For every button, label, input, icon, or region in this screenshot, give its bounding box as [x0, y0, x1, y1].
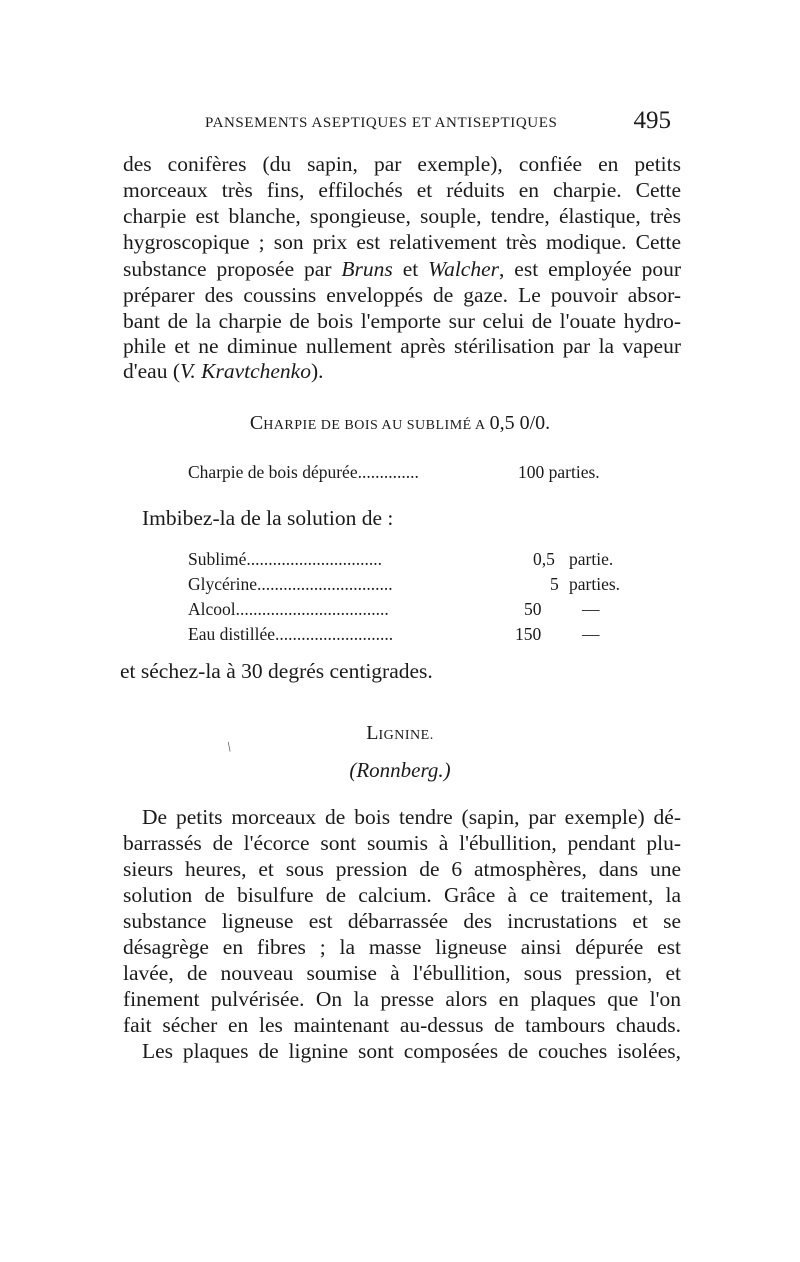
ingredient-number: 5 [550, 574, 559, 594]
heading-value: 0,5 0/0. [489, 412, 551, 434]
text-fragment: , est employée pour [499, 257, 682, 281]
ingredient-number: 0,5 [533, 549, 555, 569]
ingredient-name: Eau distillée........................... [188, 624, 394, 644]
running-header [205, 107, 671, 137]
ingredient-name: Charpie de bois dépurée.............. [188, 462, 419, 482]
instruction-line: Imbibez-la de la solution de : [142, 506, 394, 530]
recipe-row [188, 574, 628, 598]
ingredient-name: Glycérine............................... [188, 574, 393, 594]
recipe-row [188, 549, 628, 573]
ingredient-quantity: 100 parties. [518, 462, 600, 482]
text-line [123, 256, 681, 282]
recipe-row [188, 624, 628, 648]
heading-smallcaps: HARPIE DE BOIS AU SUBLIMÉ A [263, 418, 486, 433]
heading-initial: L [366, 722, 379, 744]
text-fragment: d'eau ( [123, 359, 180, 383]
text-line: substance ligneuse est débarrassée des incrustations et se [123, 909, 681, 933]
text-line: lavée, de nouveau soumise à l'ébullition, sous pression, et [123, 961, 681, 985]
text-line: désagrège en fibres ; la masse ligneuse ainsi dépurée est [123, 935, 681, 959]
page-number: 495 [633, 107, 671, 134]
author-name: Bruns [341, 257, 393, 281]
section-author: (Ronnberg.) [349, 758, 451, 782]
ingredient-unit: — [582, 599, 600, 619]
heading-smallcaps: IGNINE. [378, 728, 434, 743]
text-line: fait sécher en les maintenant au-dessus de tambours chauds. [123, 1013, 681, 1037]
ingredient-name: Sublimé............................... [188, 549, 382, 569]
ingredient-number: 150 [515, 624, 542, 644]
section-heading-charpie [0, 412, 800, 435]
text-line: De petits morceaux de bois tendre (sapin, par exemple) dé- [142, 805, 681, 829]
recipe-row [188, 462, 628, 486]
drying-instruction: et séchez-la à 30 degrés centigrades. [120, 659, 433, 683]
text-fragment: et [392, 257, 429, 281]
text-line: charpie est blanche, spongieuse, souple, tendre, élastique, très [123, 204, 681, 228]
ingredient-unit: partie. [569, 549, 614, 569]
text-line: sieurs heures, et sous pression de 6 atmosphères, dans une [123, 857, 681, 881]
text-line: Les plaques de lignine sont composées de couches isolées, [142, 1039, 681, 1063]
text-fragment: substance proposée par [123, 257, 342, 281]
heading-initial: C [249, 412, 264, 434]
section-heading-lignine [0, 722, 800, 745]
running-title: PANSEMENTS ASEPTIQUES ET ANTISEPTIQUES [205, 115, 558, 131]
text-line [123, 358, 681, 384]
text-line: barrassés de l'écorce sont soumis à l'ébullition, pendant plu- [123, 831, 681, 855]
text-line: hygroscopique ; son prix est relativement très modique. Cette [123, 230, 681, 254]
text-line: morceaux très fins, effilochés et réduits en charpie. Cette [123, 178, 681, 202]
text-line: des conifères (du sapin, par exemple), confiée en petits [123, 152, 681, 176]
ingredient-name: Alcool................................... [188, 599, 389, 619]
scan-speck: / [224, 740, 236, 756]
text-line: bant de la charpie de bois l'emporte sur celui de l'ouate hydro- [123, 309, 681, 333]
ingredient-unit: parties. [569, 574, 621, 594]
reference-name: V. Kravtchenko [180, 359, 311, 383]
text-line: phile et ne diminue nullement après stérilisation par la vapeur [123, 334, 681, 358]
text-fragment: ). [310, 359, 324, 383]
text-line: finement pulvérisée. On la presse alors en plaques que l'on [123, 987, 681, 1011]
recipe-row [188, 599, 628, 623]
text-line: solution de bisulfure de calcium. Grâce à ce traitement, la [123, 883, 681, 907]
author-name: Walcher [428, 257, 500, 281]
ingredient-unit: — [582, 624, 600, 644]
text-line: préparer des coussins enveloppés de gaze. Le pouvoir absor- [123, 283, 681, 307]
ingredient-number: 50 [524, 599, 542, 619]
